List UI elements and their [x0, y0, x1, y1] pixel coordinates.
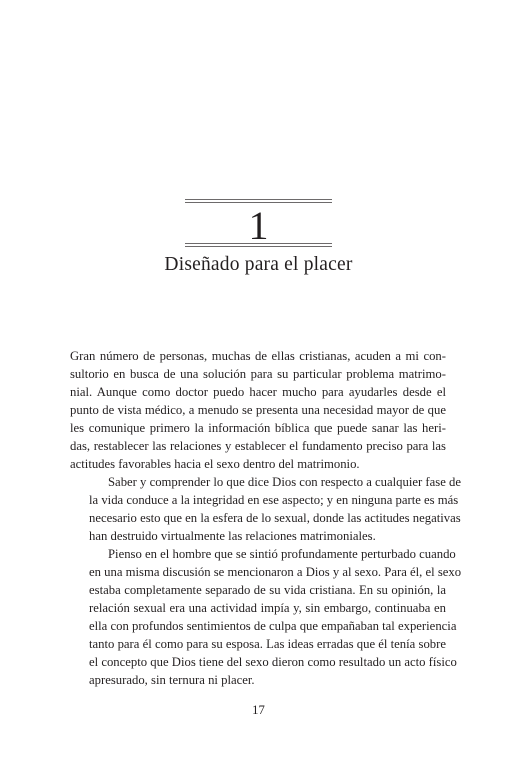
text-line: punto de vista médico, a menudo se presenta una necesidad mayor de que — [70, 403, 446, 417]
body-text — [70, 347, 462, 689]
text-line: el concepto que Dios tiene del sexo dieron como resultado un acto físico — [89, 655, 457, 669]
text-line: relación sexual era una actividad impía y, sin embargo, continuaba en — [89, 601, 446, 615]
top-rule-outer — [185, 199, 332, 200]
paragraph-1 — [70, 347, 446, 473]
text-line: Pienso en el hombre que se sintió profundamente perturbado cuando — [108, 547, 456, 561]
text-line: les comunique primero la información bíblica que puede sanar las heri- — [70, 421, 446, 435]
chapter-number: 1 — [248, 203, 269, 248]
text-line: nial. Aunque como doctor puedo hacer mucho para ayudarles desde el — [70, 385, 446, 399]
text-line: tanto para él como para su esposa. Las ideas erradas que él tenía sobre — [89, 637, 446, 651]
text-line: la vida conduce a la integridad en ese aspecto; y en ninguna parte es más — [89, 493, 459, 507]
text-line: Saber y comprender lo que dice Dios con respecto a cualquier fase de — [108, 475, 461, 489]
text-line: Gran número de personas, muchas de ellas cristianas, acuden a mi con- — [70, 349, 446, 363]
paragraph-2 — [70, 473, 461, 545]
text-line: das, restablecer las relaciones y establecer el fundamento preciso para las — [70, 439, 446, 453]
text-line: estaba completamente separado de su vida cristiana. En su opinión, la — [89, 583, 446, 597]
text-line: actitudes favorables hacia el sexo dentro del matrimonio. — [70, 457, 360, 471]
chapter-heading — [185, 199, 332, 247]
text-line: ella con profundos sentimientos de culpa que empañaban tal experiencia — [89, 619, 457, 633]
text-line: en una misma discusión se mencionaron a Dios y al sexo. Para él, el sexo — [89, 565, 462, 579]
text-line: sultorio en busca de una solución para su particular problema matrimo- — [70, 367, 446, 381]
page-number: 17 — [252, 703, 265, 717]
text-line: han destruido virtualmente las relaciones matrimoniales. — [89, 529, 376, 543]
chapter-title: Diseñado para el placer — [164, 254, 353, 275]
paragraph-3 — [70, 545, 462, 689]
text-line: necesario esto que en la esfera de lo sexual, donde las actitudes negativas — [89, 511, 461, 525]
text-line: apresurado, sin ternura ni placer. — [89, 673, 255, 687]
